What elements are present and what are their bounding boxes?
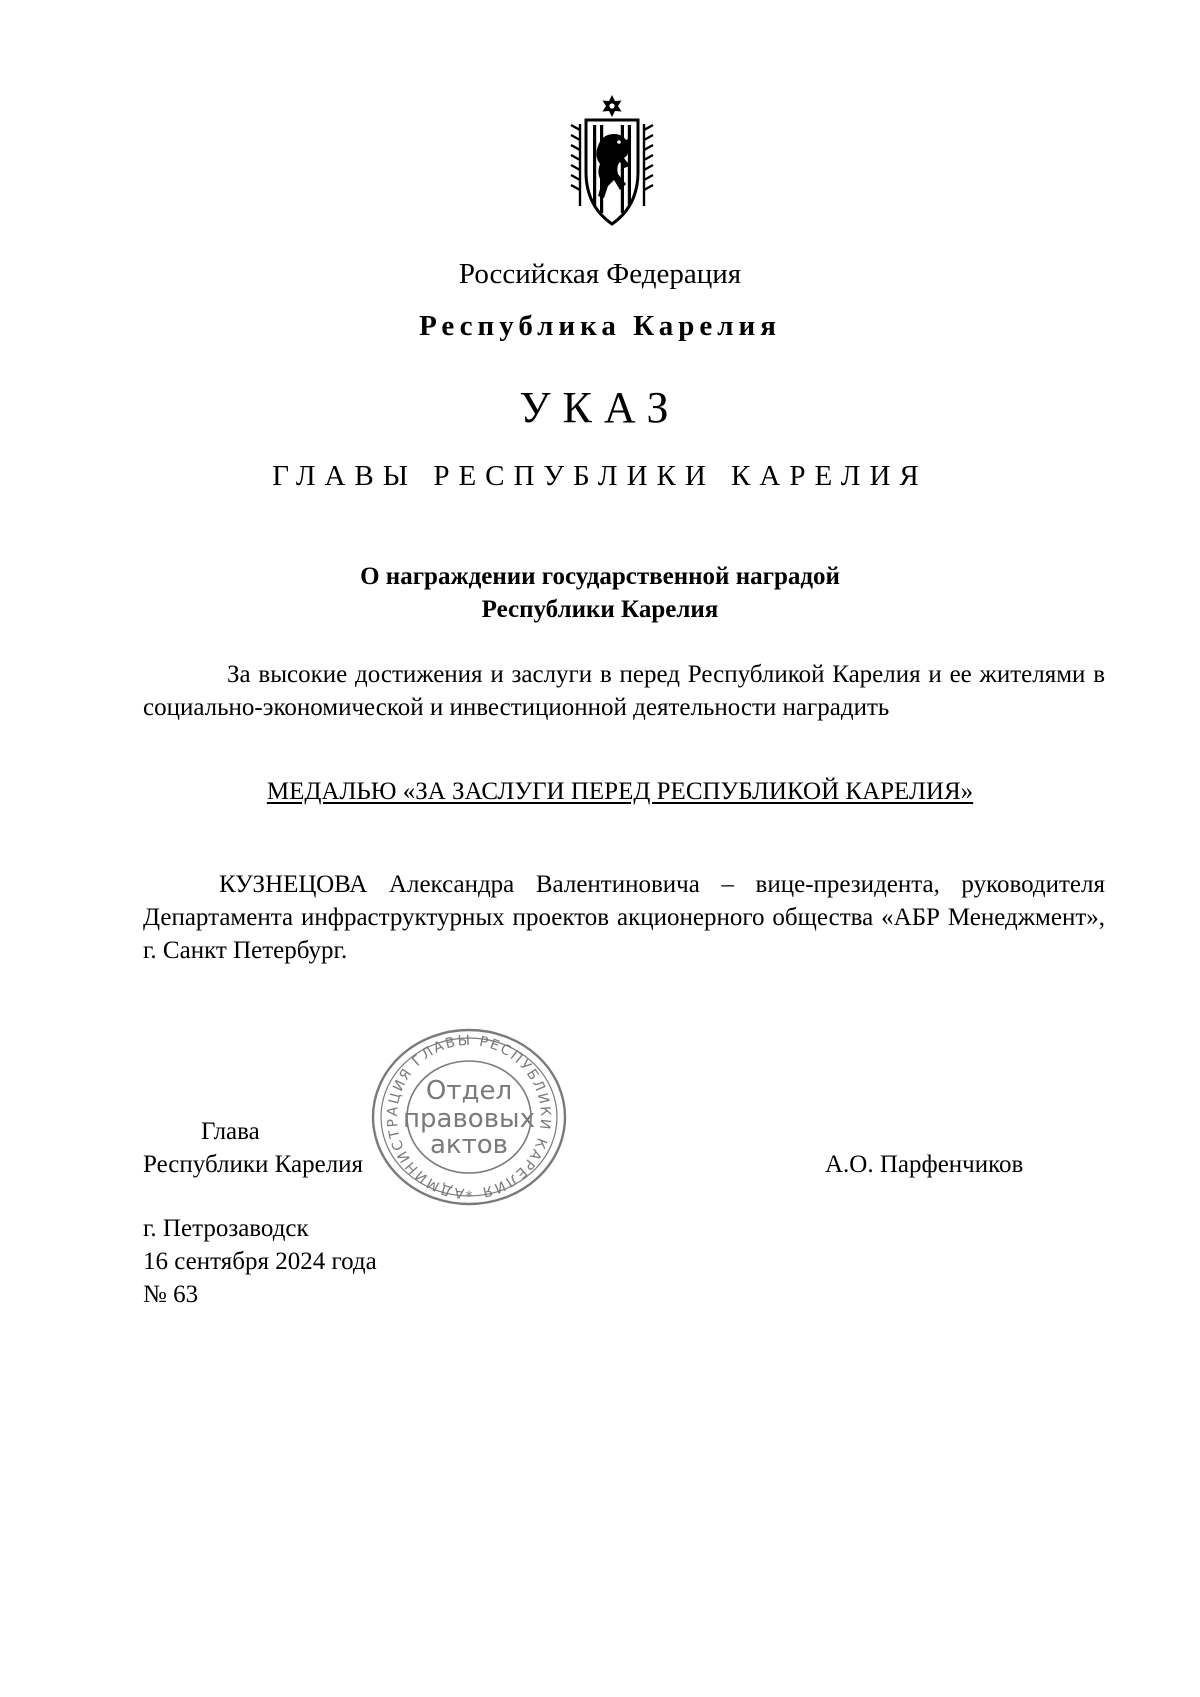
karelia-coat-of-arms-icon [564,94,660,230]
country-name: Российская Федерация [458,258,742,290]
issue-date: 16 сентября 2024 года [143,1248,377,1275]
signature-role-line-2: Республики Карелия [143,1151,364,1178]
subject-line-2: Республики Карелия [481,596,719,623]
signature-role-line-1: Глава [201,1118,260,1145]
decree-subject [0,560,1200,626]
stamp-line-2: правовых [403,1104,535,1134]
official-stamp [366,1021,572,1213]
stamp-star: * [465,1189,473,1205]
awardee-paragraph: КУЗНЕЦОВА Александра Валентиновича – вице-президента, руководителя Департамента инфраструктурных проектов акционерного общества «АБР Менеджмент», г. Санкт Петербург. [143,871,1105,964]
stamp-line-3: актов [429,1130,509,1160]
document-type-title: УКАЗ [519,383,681,432]
stamp-ring-text: АДМИНИСТРАЦИЯ ГЛАВЫ РЕСПУБЛИКИ КАРЕЛИЯ [384,1032,554,1201]
republic-name: Республика Карелия [419,310,781,342]
issuer-title: ГЛАВЫ РЕСПУБЛИКИ КАРЕЛИЯ [272,460,928,492]
signatory-name: А.О. Парфенчиков [825,1151,1024,1178]
decree-number: № 63 [143,1281,199,1308]
medal-name: МЕДАЛЬЮ «ЗА ЗАСЛУГИ ПЕРЕД РЕСПУБЛИКОЙ КАРЕЛИЯ» [266,778,974,805]
subject-line-1: О награждении государственной наградой [360,563,840,590]
preamble-paragraph: За высокие достижения и заслуги в перед Республикой Карелия и ее жителями в социально-экономической и инвестиционной деятельности наградить [143,661,1105,721]
issue-city: г. Петрозаводск [143,1215,309,1242]
stamp-line-1: Отдел [425,1076,513,1106]
